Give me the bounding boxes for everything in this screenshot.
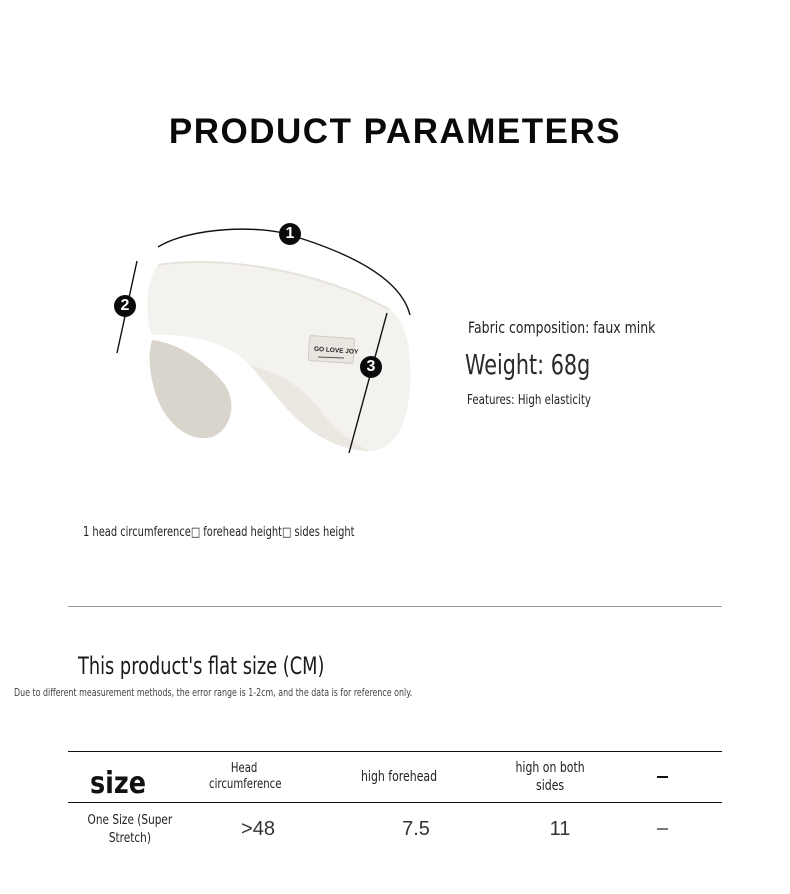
marker-2-icon: 2 (114, 295, 136, 317)
flat-size-title: This product's flat size (CM) (78, 652, 325, 680)
table-header-row (68, 752, 722, 802)
cell-head-circumference: >48 (241, 817, 275, 840)
marker-3-icon: 3 (360, 356, 382, 378)
header-extra (642, 752, 682, 802)
header-head-circumference: Head circumference (209, 761, 282, 792)
diagram-caption: 1 head circumference□ forehead height□ sides height (83, 525, 355, 540)
headband-illustration (100, 215, 430, 460)
dash-icon (657, 828, 668, 830)
fabric-composition: Fabric composition: faux mink (468, 318, 656, 337)
table-row (68, 803, 722, 855)
flat-size-note: Due to different measurement methods, the error range is 1-2cm, and the data is for reference only. (14, 686, 413, 699)
svg-text:GO LOVE JOY: GO LOVE JOY (313, 345, 359, 356)
marker-1-icon: 1 (279, 223, 301, 245)
cell-high-forehead: 7.5 (402, 817, 430, 840)
cell-size: One Size (Super Stretch) (87, 812, 173, 846)
dash-icon (657, 776, 668, 779)
header-high-forehead: high forehead (361, 769, 438, 785)
size-table (68, 751, 722, 855)
weight: Weight: 68g (465, 348, 591, 381)
header-high-both-sides: high on both sides (515, 760, 585, 794)
cell-high-both-sides: 11 (549, 817, 571, 840)
cell-extra (642, 803, 682, 855)
section-divider (68, 606, 722, 607)
page-title: PRODUCT PARAMETERS (168, 112, 622, 151)
header-size: size (90, 765, 147, 801)
features: Features: High elasticity (467, 392, 591, 408)
product-diagram (100, 215, 430, 460)
